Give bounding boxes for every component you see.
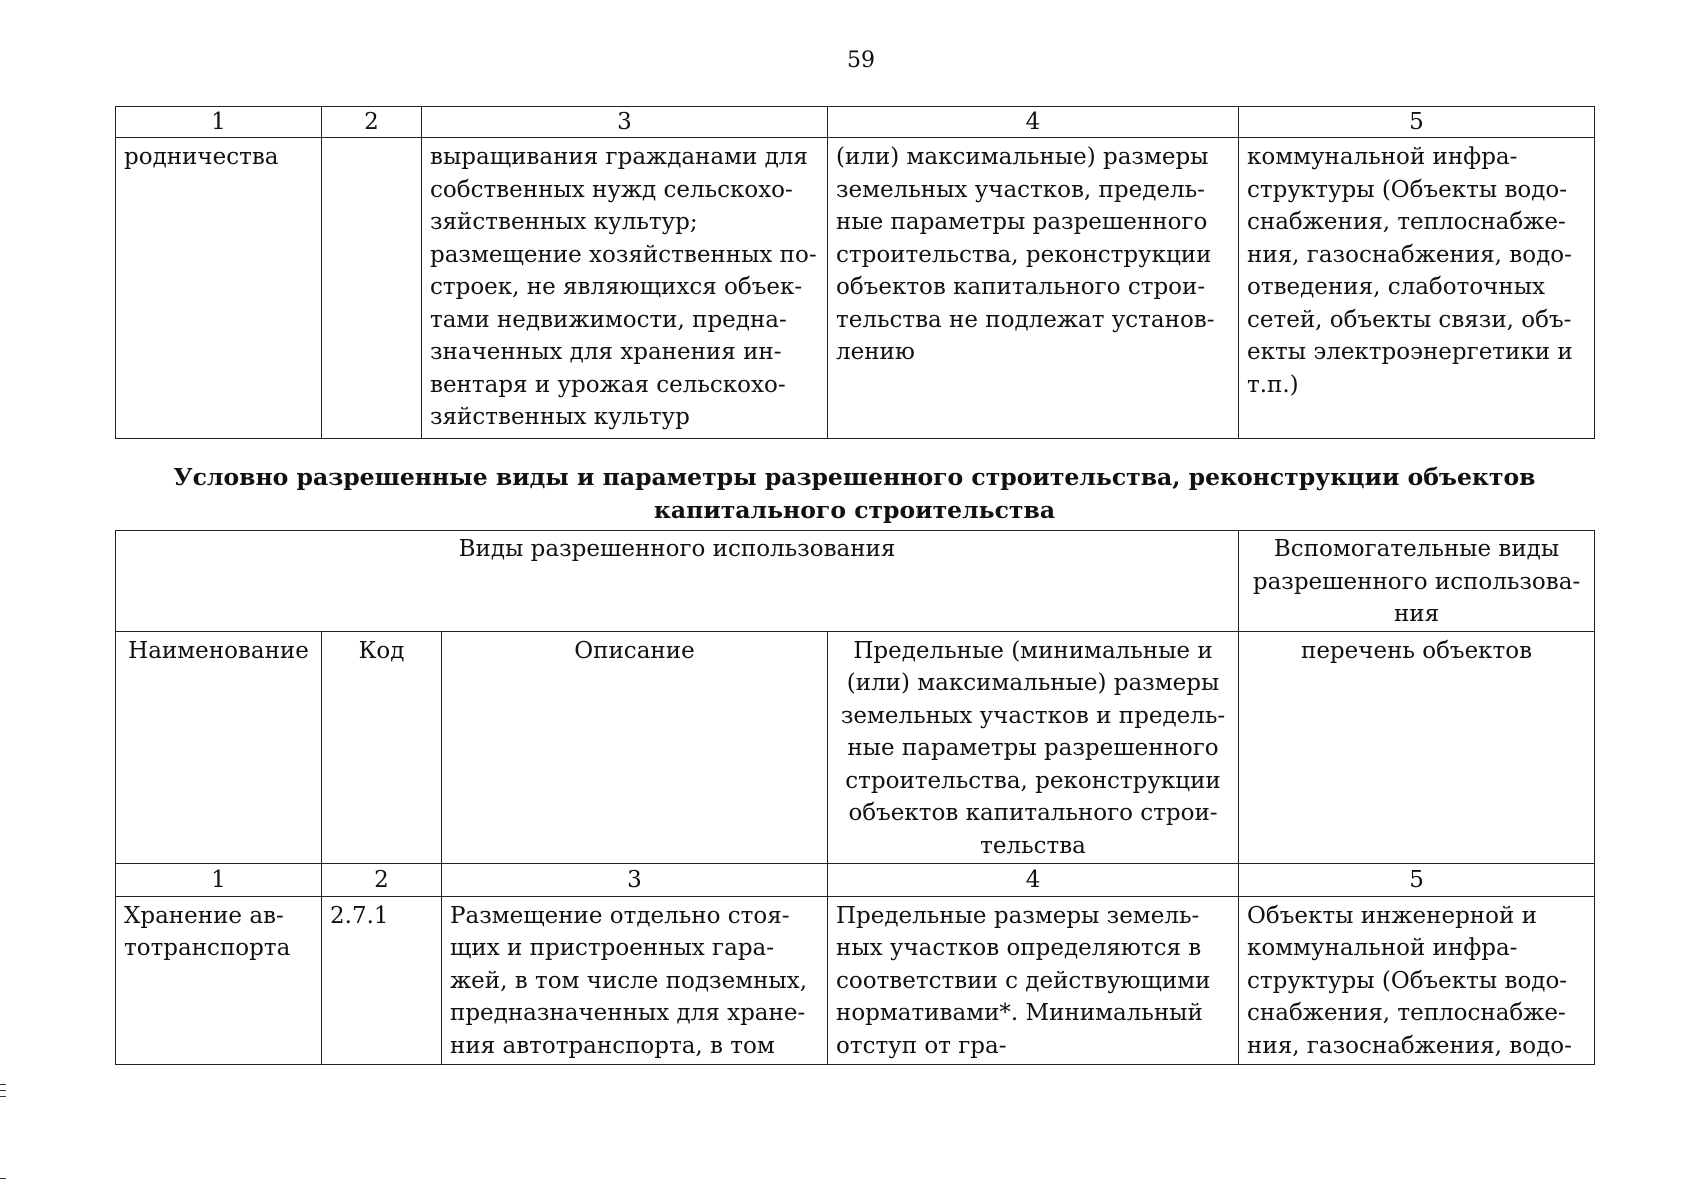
cell-description: выращивания гражданами для собственных нужд сельскохо-зяйственных культур; размещение хозяйственных по-строек, не являющихся объек-тами недвижимости, предна-значенных для хранения ин-вентаря и урожая сельскохо-зяйственных культур — [422, 138, 828, 439]
continued-table — [115, 106, 1595, 439]
column-number-1: 1 — [116, 863, 322, 896]
column-header-row — [116, 631, 1595, 863]
table-row — [116, 896, 1595, 1064]
cell-name: Хранение ав-тотранспорта — [116, 896, 322, 1064]
page-number: 59 — [847, 48, 875, 73]
group-header-row — [116, 531, 1595, 632]
column-number-2: 2 — [322, 863, 442, 896]
column-number-4: 4 — [828, 107, 1239, 138]
column-number-5: 5 — [1239, 863, 1595, 896]
table-header-row — [116, 107, 1595, 138]
column-header-code: Код — [322, 631, 442, 863]
column-number-3: 3 — [422, 107, 828, 138]
cell-objects: коммунальной инфра-структуры (Объекты водо-снабжения, теплоснабже-ния, газоснабжения, водо-отведения, слаботочных сетей, объекты связи, объ-екты электроэнергетики и т.п.) — [1239, 138, 1595, 439]
cell-description: Размещение отдельно стоя-щих и пристроенных гара-жей, в том числе подземных, предназначенных для хране-ния автотранспорта, в том — [442, 896, 828, 1064]
column-header-name: Наименование — [116, 631, 322, 863]
cell-code — [322, 138, 422, 439]
section-title: Условно разрешенные виды и параметры разрешенного строительства, реконструкции объектов капитального строительства — [173, 463, 1536, 524]
cell-objects: Объекты инженерной и коммунальной инфра-структуры (Объекты водо-снабжения, теплоснабже-ния, газоснабжения, водо- — [1239, 896, 1595, 1064]
group-header-aux: Вспомогательные виды разрешенного использова-ния — [1239, 531, 1595, 632]
group-header-main: Виды разрешенного использования — [116, 531, 1239, 632]
number-row — [116, 863, 1595, 896]
column-header-parameters: Предельные (минимальные и (или) максимальные) размеры земельных участков и предель-ные параметры разрешенного строительства, реконструкции объектов капитального строи-тельства — [828, 631, 1239, 863]
table-row — [116, 138, 1595, 439]
column-header-description: Описание — [442, 631, 828, 863]
cell-code: 2.7.1 — [322, 896, 442, 1064]
column-number-4: 4 — [828, 863, 1239, 896]
column-number-2: 2 — [322, 107, 422, 138]
cell-parameters: Предельные размеры земель-ных участков определяются в соответствии с действующими нормативами*. Минимальный отступ от гра- — [828, 896, 1239, 1064]
scan-margin-mark — [0, 1090, 6, 1091]
cell-parameters: (или) максимальные) размеры земельных участков, предель-ные параметры разрешенного строительства, реконструкции объектов капитального строи-тельства не подлежат установ-лению — [828, 138, 1239, 439]
scan-margin-mark — [0, 1084, 6, 1085]
scan-margin-mark — [0, 1178, 6, 1179]
scan-margin-mark — [0, 1096, 6, 1097]
conditional-uses-table — [115, 530, 1595, 1065]
cell-name: родничества — [116, 138, 322, 439]
column-header-objects: перечень объектов — [1239, 631, 1595, 863]
column-number-1: 1 — [116, 107, 322, 138]
column-number-5: 5 — [1239, 107, 1595, 138]
column-number-3: 3 — [442, 863, 828, 896]
